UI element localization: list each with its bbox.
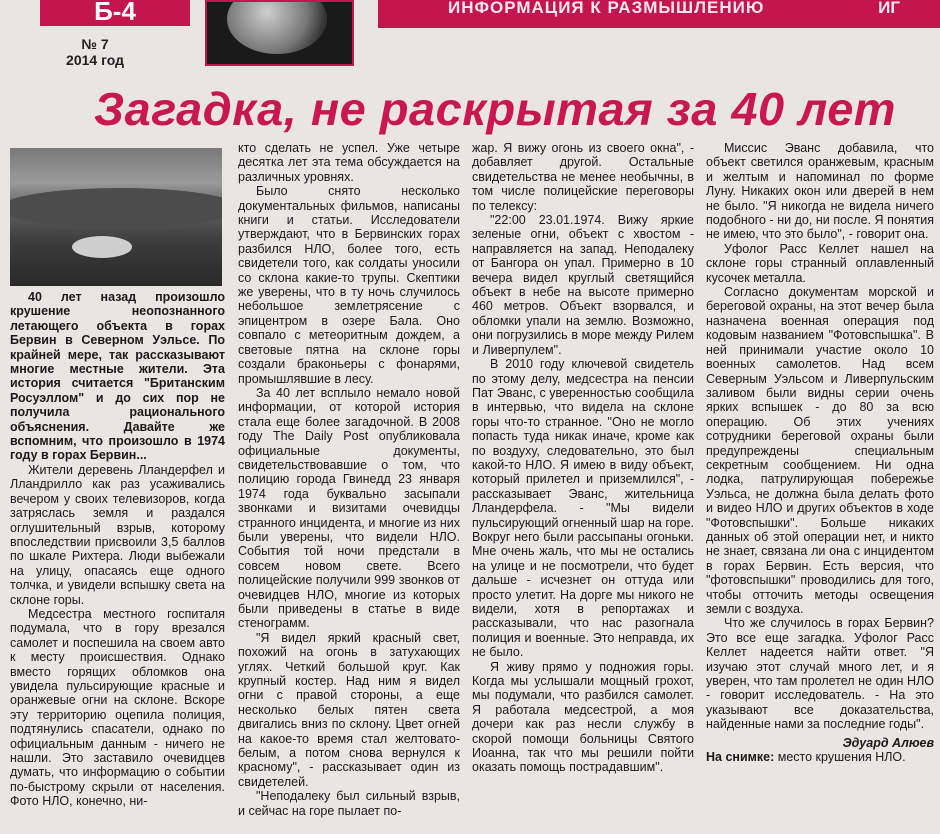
column-1: [10, 290, 225, 830]
paragraph: "Неподалеку был сильный взрыв, и сейчас на горе пылает по-: [238, 789, 460, 818]
paragraph: Уфолог Расс Келлет нашел на склоне горы странный оплавленный кусочек металла.: [706, 241, 934, 285]
caption-text: место крушения НЛО.: [777, 750, 906, 765]
paragraph: Что же случилось в горах Бервин? Это все еще загадка. Уфолог Расс Келлет надеется найти ответ. "Я изучаю этот случай много лет, и я уверен, что там пролетел не один НЛО - говорит исследователь. - На это указывают все доказательства, найденные нами за последние годы".: [706, 616, 934, 732]
mountain-ridge: [10, 188, 222, 228]
paragraph: Я живу прямо у подножия горы. Когда мы услышали мощный грохот, мы подумали, что разбился самолет. Я работала медсестрой, а моя дочери как раз несли службу в скорой помощи больницы Святого Иоанна, так что мы решили пойти оказать помощь пострадавшим".: [472, 659, 694, 775]
rubric-bar: [378, 0, 940, 28]
paragraph: Медсестра местного госпиталя подумала, что в гору врезался самолет и поспешила на своем авто к месту происшествия. Однако вместо горящих обломков она увидела пульсирующие красные и оранжевые огни на склоне. Вскоре эту территорию оцепила полиция, подтянулись спасатели, однако по официальным данным - ничего не нашли. Это заставило очевидцев думать, что информацию о событии по-быстрому скрыли от населения. Фото НЛО, конечно, ни-: [10, 606, 225, 809]
issue-info: [40, 36, 150, 68]
caption-label: На снимке:: [706, 750, 775, 765]
paragraph: Было снято несколько документальных фильмов, написаны книги и статьи. Исследователи утверждают, что в Бервинских горах разбился НЛО, более того, есть свидетели того, как солдаты уносили со склона какие-то трупы. Скептики же уверены, что в ту ночь случилось небольшое землетрясение с эпицентром в озере Бала. Оно совпало с метеоритным дождем, а световые пятна на склоне горы создали браконьеры с фонарями, промышлявшие в лесу.: [238, 184, 460, 386]
article-lead: 40 лет назад произошло крушение неопознанного летающего объекта в горах Бервин в Северном Уэльсе. По крайней мере, так рассказывают многие местные жители. Эта история считается "Британским Росуэллом" и до сих пор не получила рационального объяснения. Давайте же вспомним, что произошло в 1974 году в горах Бервин...: [10, 290, 225, 463]
photo-caption: [706, 750, 934, 764]
mountain-lake: [72, 236, 132, 258]
article-headline: Загадка, не раскрытая за 40 лет: [93, 83, 897, 135]
paragraph: В 2010 году ключевой свидетель по этому делу, медсестра на пенсии Пат Эванс, с уверенностью сообщила в интервью, что видела на склоне горы что-то странное. "Оно не могло попасть туда никак иначе, кроме как по воздуху, следовательно, это был какой-то НЛО. Я имею в виду объект, который прилетел и приземлился", - рассказывает Эванс, жительница Лландерфела. - "Мы видели пульсирующий огненный шар на горе. Вокруг него были рассыпаны огоньки. Мне очень жаль, что мы не остались на улице и не посмотрели, что будет дальше - исчезнет он оттуда или просто улетит. На дорге мы никого не видели, хотя в репортажах и рассказывали, что нас разогнала полиция и военные. Это неправда, их не было.: [472, 357, 694, 660]
paragraph: "22:00 23.01.1974. Вижу яркие зеленые огни, объект с хвостом - направляется на запад. Неподалеку от Бангора он упал. Примерно в 10 вечера видел круглый светящийся объект в небе на высоте примерно 460 метров. Объект взорвался, и обломки упали на землю. Возможно, они погрузились в море между Рилем и Ливерпулем".: [472, 213, 694, 357]
paragraph: За 40 лет всплыло немало новой информации, от которой история стала еще более загадочной. В 2008 году The Daily Post опубликовала официальные документы, свидетельствовавшие о том, что полицию города Гвинедд 23 января 1974 года буквально засыпали звонками и визитами очевидцы странного инцидента, и многие из них были уверены, что видели НЛО. События той ночи предстали в совсем новом свете. Всего полицейские получили 999 звонков от очевидцев НЛО, многие из которых были приведены в статье в виде стенограмм.: [238, 385, 460, 631]
rubric-title: ИНФОРМАЦИЯ К РАЗМЫШЛЕНИЮ: [448, 0, 765, 17]
header-photo: [205, 0, 354, 66]
page-header: [0, 0, 940, 30]
paragraph: "Я видел яркий красный свет, похожий на огонь в затухающих углях. Четкий большой круг. Как крупный костер. Над ним я видел огни с правой стороны, а еще несколько белых пятен света двигались вниз по склону. Цвет огней на какое-то время стал желтовато-белым, а потом снова вернулся к красному", - рассказывает один из свидетелей.: [238, 630, 460, 789]
paragraph: жар. Я вижу огонь из своего окна", - добавляет другой. Остальные свидетельства не менее необычны, в том числе полицейские переговоры по телексу:: [472, 141, 694, 213]
column-4: [706, 141, 934, 834]
article-photo: [10, 148, 222, 286]
paragraph: Миссис Эванс добавила, что объект светился оранжевым, красным и желтым и напоминал по форме Луну. Никаких окон или дверей в нем не было. "Я никогда не видела ничего подобного - ни до, ни после. Я понятия не имею, что это было", - говорит она.: [706, 141, 934, 242]
issue-number: № 7: [81, 36, 109, 52]
paragraph: Жители деревень Лландерфел и Лландрилло как раз усаживались вечером у своих телевизоров, когда затряслась земля и раздался оглушительный взрыв, которому впоследствии присвоили 3,5 баллов по шкале Рихтера. Люди выбежали на улицу, опасаясь еще одного толчка, и увидели вспышку света на склоне горы.: [10, 462, 225, 607]
newspaper-brand: ИГ: [878, 0, 900, 17]
article-author: Эдуард Алюев: [842, 735, 934, 750]
paragraph: Согласно документам морской и береговой охраны, на этот вечер была назначена военная операция под кодовым названием "Фотовспышка". В ней принимали участие около 10 военных самолетов. Над всем Северным Уэльсом и Ливерпульским заливом были видны серии очень ярких вспышек - до 80 за всю операцию. Об этих учениях сотрудники береговой охраны были предупреждены специальным секретным сообщением. Ни одна лодка, патрулирующая побережье Уэльса, не должна была делать фото и видео НЛО и других объектов в ходе "Фотовспышки". Больше никаких данных об этой операции нет, и никто не знает, связана ли она с инцидентом в горах Бервин. Есть версия, что "фотовспышки" проводились для того, чтобы отточить методы освещения земли с воздуха.: [706, 285, 934, 616]
section-label: Б-4: [40, 0, 190, 26]
globe-image: [227, 0, 327, 54]
column-2: [238, 141, 460, 834]
column-3: [472, 141, 694, 834]
paragraph: кто сделать не успел. Уже четыре десятка лет эта тема обсуждается на различных уровнях.: [238, 141, 460, 184]
issue-year: 2014 год: [66, 52, 124, 68]
